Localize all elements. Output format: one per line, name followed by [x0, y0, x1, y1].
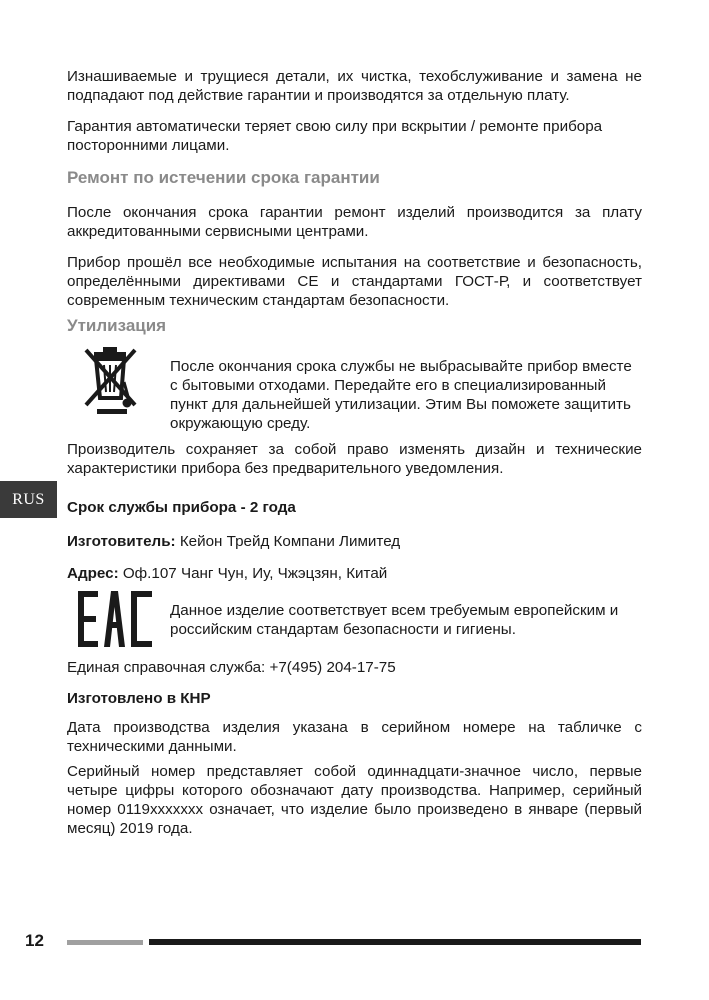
helpline: Единая справочная служба: +7(495) 204-17-75	[67, 659, 396, 676]
disposal-paragraph: После окончания срока службы не выбрасывайте прибор вместе с бытовыми отходами. Передайте его в специализированный пункт для дальнейшей утилизации. Этим Вы поможете защитить окружающую среду.	[170, 358, 632, 432]
manufacturer-value: Кейон Трейд Компани Лимитед	[175, 533, 401, 550]
wear-parts-paragraph: Изнашиваемые и трущиеся детали, их чистка, техобслуживание и замена не подпадают под действие гарантии и производятся за отдельную плату.	[67, 68, 642, 104]
serial-number-paragraph: Серийный номер представляет собой одиннадцати-значное число, первые четыре цифры которого обозначают дату производства. Например, серийный номер 0119ххххххх означает, что изделие было произведено в январе (первый месяц) 2019 года.	[67, 763, 642, 837]
disposal-heading: Утилизация	[67, 316, 167, 335]
repair-paragraph: После окончания срока гарантии ремонт изделий производится за плату аккредитованными сервисными центрами.	[67, 204, 642, 240]
compliance-paragraph: Прибор прошёл все необходимые испытания на соответствие и безопасность, определёнными директивами СЕ и стандартами ГОСТ-Р, и соответствует современным техническим стандартам безопасности.	[67, 254, 642, 309]
production-date-paragraph: Дата производства изделия указана в серийном номере на табличке с техническими данными.	[67, 719, 642, 755]
language-tab-rus: RUS	[0, 481, 57, 518]
crossed-out-wheelie-bin-icon	[83, 342, 143, 416]
footer-rule-grey	[67, 940, 143, 945]
warranty-void-paragraph: Гарантия автоматически теряет свою силу при вскрытии / ремонте прибора посторонними лицами.	[67, 118, 603, 154]
made-in: Изготовлено в КНР	[67, 690, 211, 707]
manufacturer-line	[67, 532, 642, 551]
design-change-paragraph: Производитель сохраняет за собой право изменять дизайн и технические характеристики прибора без предварительного уведомления.	[67, 441, 642, 477]
repair-heading: Ремонт по истечении срока гарантии	[67, 168, 380, 187]
service-life: Срок службы прибора - 2 года	[67, 499, 296, 516]
eac-mark-icon	[78, 591, 152, 647]
footer-rule-black	[149, 939, 641, 945]
address-label: Адрес:	[67, 565, 119, 582]
address-line	[67, 564, 642, 583]
address-value: Оф.107 Чанг Чун, Иу, Чжэцзян, Китай	[118, 565, 388, 582]
page-number: 12	[25, 931, 44, 950]
eac-paragraph: Данное изделие соответствует всем требуемым европейским и российским стандартам безопасности и гигиены.	[170, 602, 619, 638]
manufacturer-label: Изготовитель:	[67, 533, 176, 550]
